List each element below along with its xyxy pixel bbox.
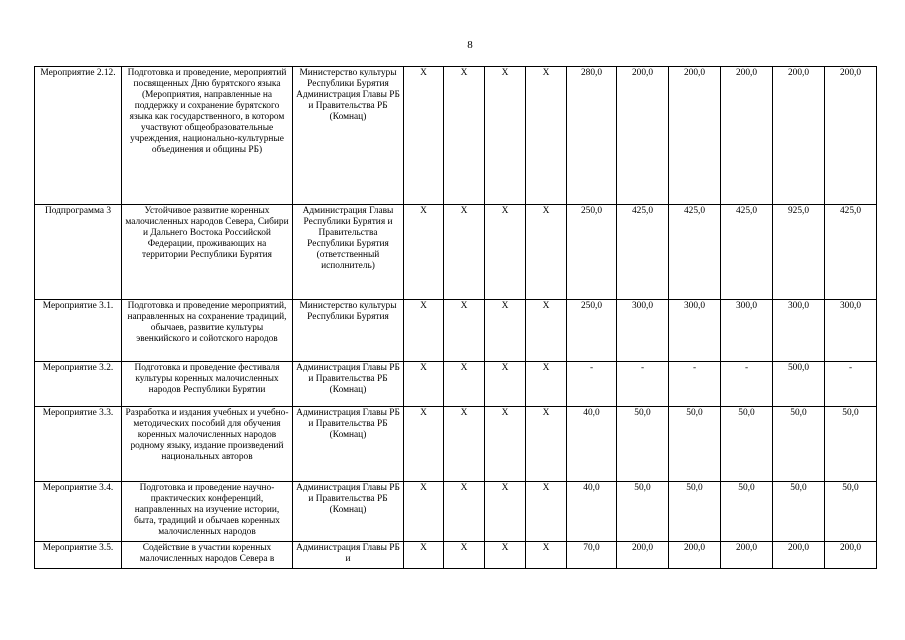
row-value: 300,0: [617, 300, 669, 362]
row-value: 200,0: [773, 542, 825, 569]
row-mark: Х: [404, 205, 444, 300]
row-value: 50,0: [721, 482, 773, 542]
row-value: 50,0: [669, 482, 721, 542]
row-value: 70,0: [567, 542, 617, 569]
row-value: 300,0: [721, 300, 773, 362]
row-description: Подготовка и проведение научно-практических конференций, направленных на изучение истории, быта, традиций и обычаев коренных малочисленных народов: [122, 482, 293, 542]
row-executor: Администрация Главы РБ и Правительства РБ (Комнац): [293, 482, 404, 542]
row-mark: Х: [444, 482, 485, 542]
row-executor: Министерство культуры Республики Бурятия Администрация Главы РБ и Правительства РБ (Комнац): [293, 67, 404, 205]
table-row: [35, 205, 877, 300]
row-executor: Администрация Главы РБ и: [293, 542, 404, 569]
row-mark: Х: [526, 482, 567, 542]
row-description: Подготовка и проведение фестиваля культуры коренных малочисленных народов Республики Бурятии: [122, 362, 293, 407]
row-value: 200,0: [669, 67, 721, 205]
row-code: Подпрограмма 3: [35, 205, 122, 300]
row-value: 200,0: [617, 67, 669, 205]
row-value: -: [825, 362, 877, 407]
row-executor: Администрация Главы РБ и Правительства РБ (Комнац): [293, 407, 404, 482]
row-code: Мероприятие 2.12.: [35, 67, 122, 205]
row-value: 50,0: [721, 407, 773, 482]
row-description: Подготовка и проведение мероприятий, направленных на сохранение традиций, обычаев, развитие культуры эвенкийского и сойотского народов: [122, 300, 293, 362]
row-mark: Х: [526, 67, 567, 205]
row-value: 925,0: [773, 205, 825, 300]
row-mark: Х: [526, 542, 567, 569]
row-mark: Х: [404, 482, 444, 542]
table-row: [35, 542, 877, 569]
row-value: 300,0: [669, 300, 721, 362]
row-mark: Х: [404, 67, 444, 205]
row-value: 200,0: [617, 542, 669, 569]
row-value: 50,0: [773, 482, 825, 542]
row-value: 50,0: [825, 407, 877, 482]
row-mark: Х: [485, 542, 526, 569]
row-value: 50,0: [669, 407, 721, 482]
row-value: 425,0: [721, 205, 773, 300]
table-row: [35, 67, 877, 205]
row-value: 200,0: [825, 542, 877, 569]
row-value: 500,0: [773, 362, 825, 407]
row-code: Мероприятие 3.4.: [35, 482, 122, 542]
row-mark: Х: [485, 67, 526, 205]
row-executor: Администрация Главы РБ и Правительства РБ (Комнац): [293, 362, 404, 407]
row-value: -: [669, 362, 721, 407]
row-value: -: [567, 362, 617, 407]
row-mark: Х: [526, 407, 567, 482]
row-value: 200,0: [825, 67, 877, 205]
row-value: 250,0: [567, 300, 617, 362]
row-value: 300,0: [773, 300, 825, 362]
row-description: Подготовка и проведение, мероприятий посвященных Дню бурятского языка (Мероприятия, направленные на поддержку и сохранение бурятского языка как государственного, в котором участвуют общеобразовательные учреждения, национально-культурные объединения и общины РБ): [122, 67, 293, 205]
table-row: [35, 482, 877, 542]
row-mark: Х: [485, 362, 526, 407]
row-mark: Х: [444, 205, 485, 300]
row-value: 200,0: [669, 542, 721, 569]
table-row: [35, 407, 877, 482]
row-mark: Х: [526, 300, 567, 362]
row-description: Разработка и издания учебных и учебно-методических пособий для обучения коренных малочисленных народов родному языку, издание произведений национальных авторов: [122, 407, 293, 482]
row-mark: Х: [444, 542, 485, 569]
row-mark: Х: [444, 300, 485, 362]
row-value: 250,0: [567, 205, 617, 300]
row-value: 50,0: [825, 482, 877, 542]
row-mark: Х: [404, 300, 444, 362]
row-mark: Х: [444, 67, 485, 205]
row-mark: Х: [485, 300, 526, 362]
page-number: 8: [467, 39, 473, 51]
row-value: 425,0: [825, 205, 877, 300]
row-mark: Х: [485, 205, 526, 300]
row-mark: Х: [404, 362, 444, 407]
row-mark: Х: [485, 407, 526, 482]
row-value: 50,0: [617, 482, 669, 542]
row-value: 300,0: [825, 300, 877, 362]
row-value: 200,0: [721, 542, 773, 569]
row-code: Мероприятие 3.2.: [35, 362, 122, 407]
program-activities-table: [34, 66, 877, 569]
row-value: 425,0: [617, 205, 669, 300]
row-value: 50,0: [773, 407, 825, 482]
row-mark: Х: [404, 542, 444, 569]
row-mark: Х: [444, 362, 485, 407]
row-code: Мероприятие 3.5.: [35, 542, 122, 569]
row-value: 425,0: [669, 205, 721, 300]
row-value: 200,0: [721, 67, 773, 205]
row-mark: Х: [444, 407, 485, 482]
table-row: [35, 362, 877, 407]
row-mark: Х: [404, 407, 444, 482]
row-code: Мероприятие 3.1.: [35, 300, 122, 362]
row-value: 200,0: [773, 67, 825, 205]
row-mark: Х: [485, 482, 526, 542]
row-value: 40,0: [567, 407, 617, 482]
row-value: 40,0: [567, 482, 617, 542]
row-executor: Администрация Главы Республики Бурятия и Правительства Республики Бурятия (ответственный исполнитель): [293, 205, 404, 300]
row-mark: Х: [526, 205, 567, 300]
row-description: Содействие в участии коренных малочисленных народов Севера в: [122, 542, 293, 569]
row-executor: Министерство культуры Республики Бурятия: [293, 300, 404, 362]
row-code: Мероприятие 3.3.: [35, 407, 122, 482]
row-mark: Х: [526, 362, 567, 407]
row-value: 50,0: [617, 407, 669, 482]
row-value: -: [721, 362, 773, 407]
row-value: 280,0: [567, 67, 617, 205]
row-value: -: [617, 362, 669, 407]
row-description: Устойчивое развитие коренных малочисленных народов Севера, Сибири и Дальнего Востока Российской Федерации, проживающих на территории Республики Бурятия: [122, 205, 293, 300]
table-row: [35, 300, 877, 362]
